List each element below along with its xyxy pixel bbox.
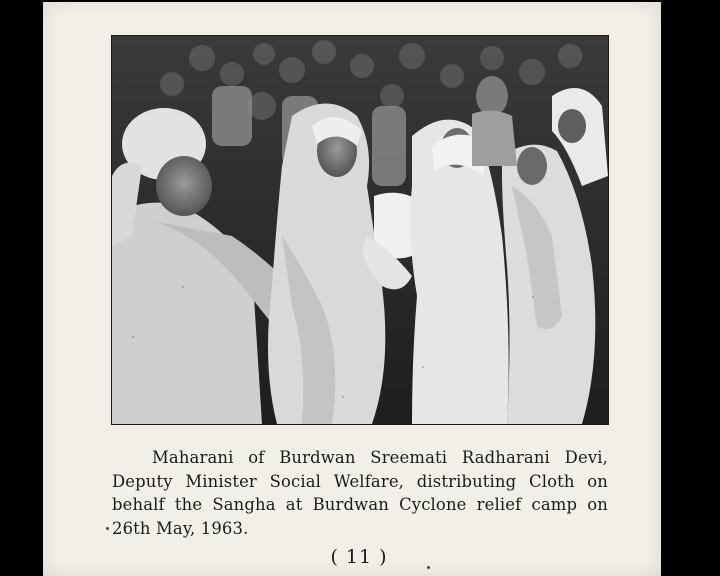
caption-line: Deputy Minister Social Welfare, distributing Cloth on	[112, 471, 608, 491]
print-speck	[106, 527, 109, 530]
caption-line: behalf the Sangha at Burdwan Cyclone relief camp on	[112, 495, 608, 515]
caption-line: 26th May, 1963.	[112, 518, 249, 538]
photo-caption	[112, 446, 608, 540]
caption-line: Maharani of Burdwan Sreemati Radharani Devi,	[152, 448, 608, 467]
page-number: ( 11 )	[330, 546, 388, 568]
photograph	[111, 35, 609, 425]
photograph-icon	[112, 36, 608, 424]
print-speck	[427, 566, 430, 569]
